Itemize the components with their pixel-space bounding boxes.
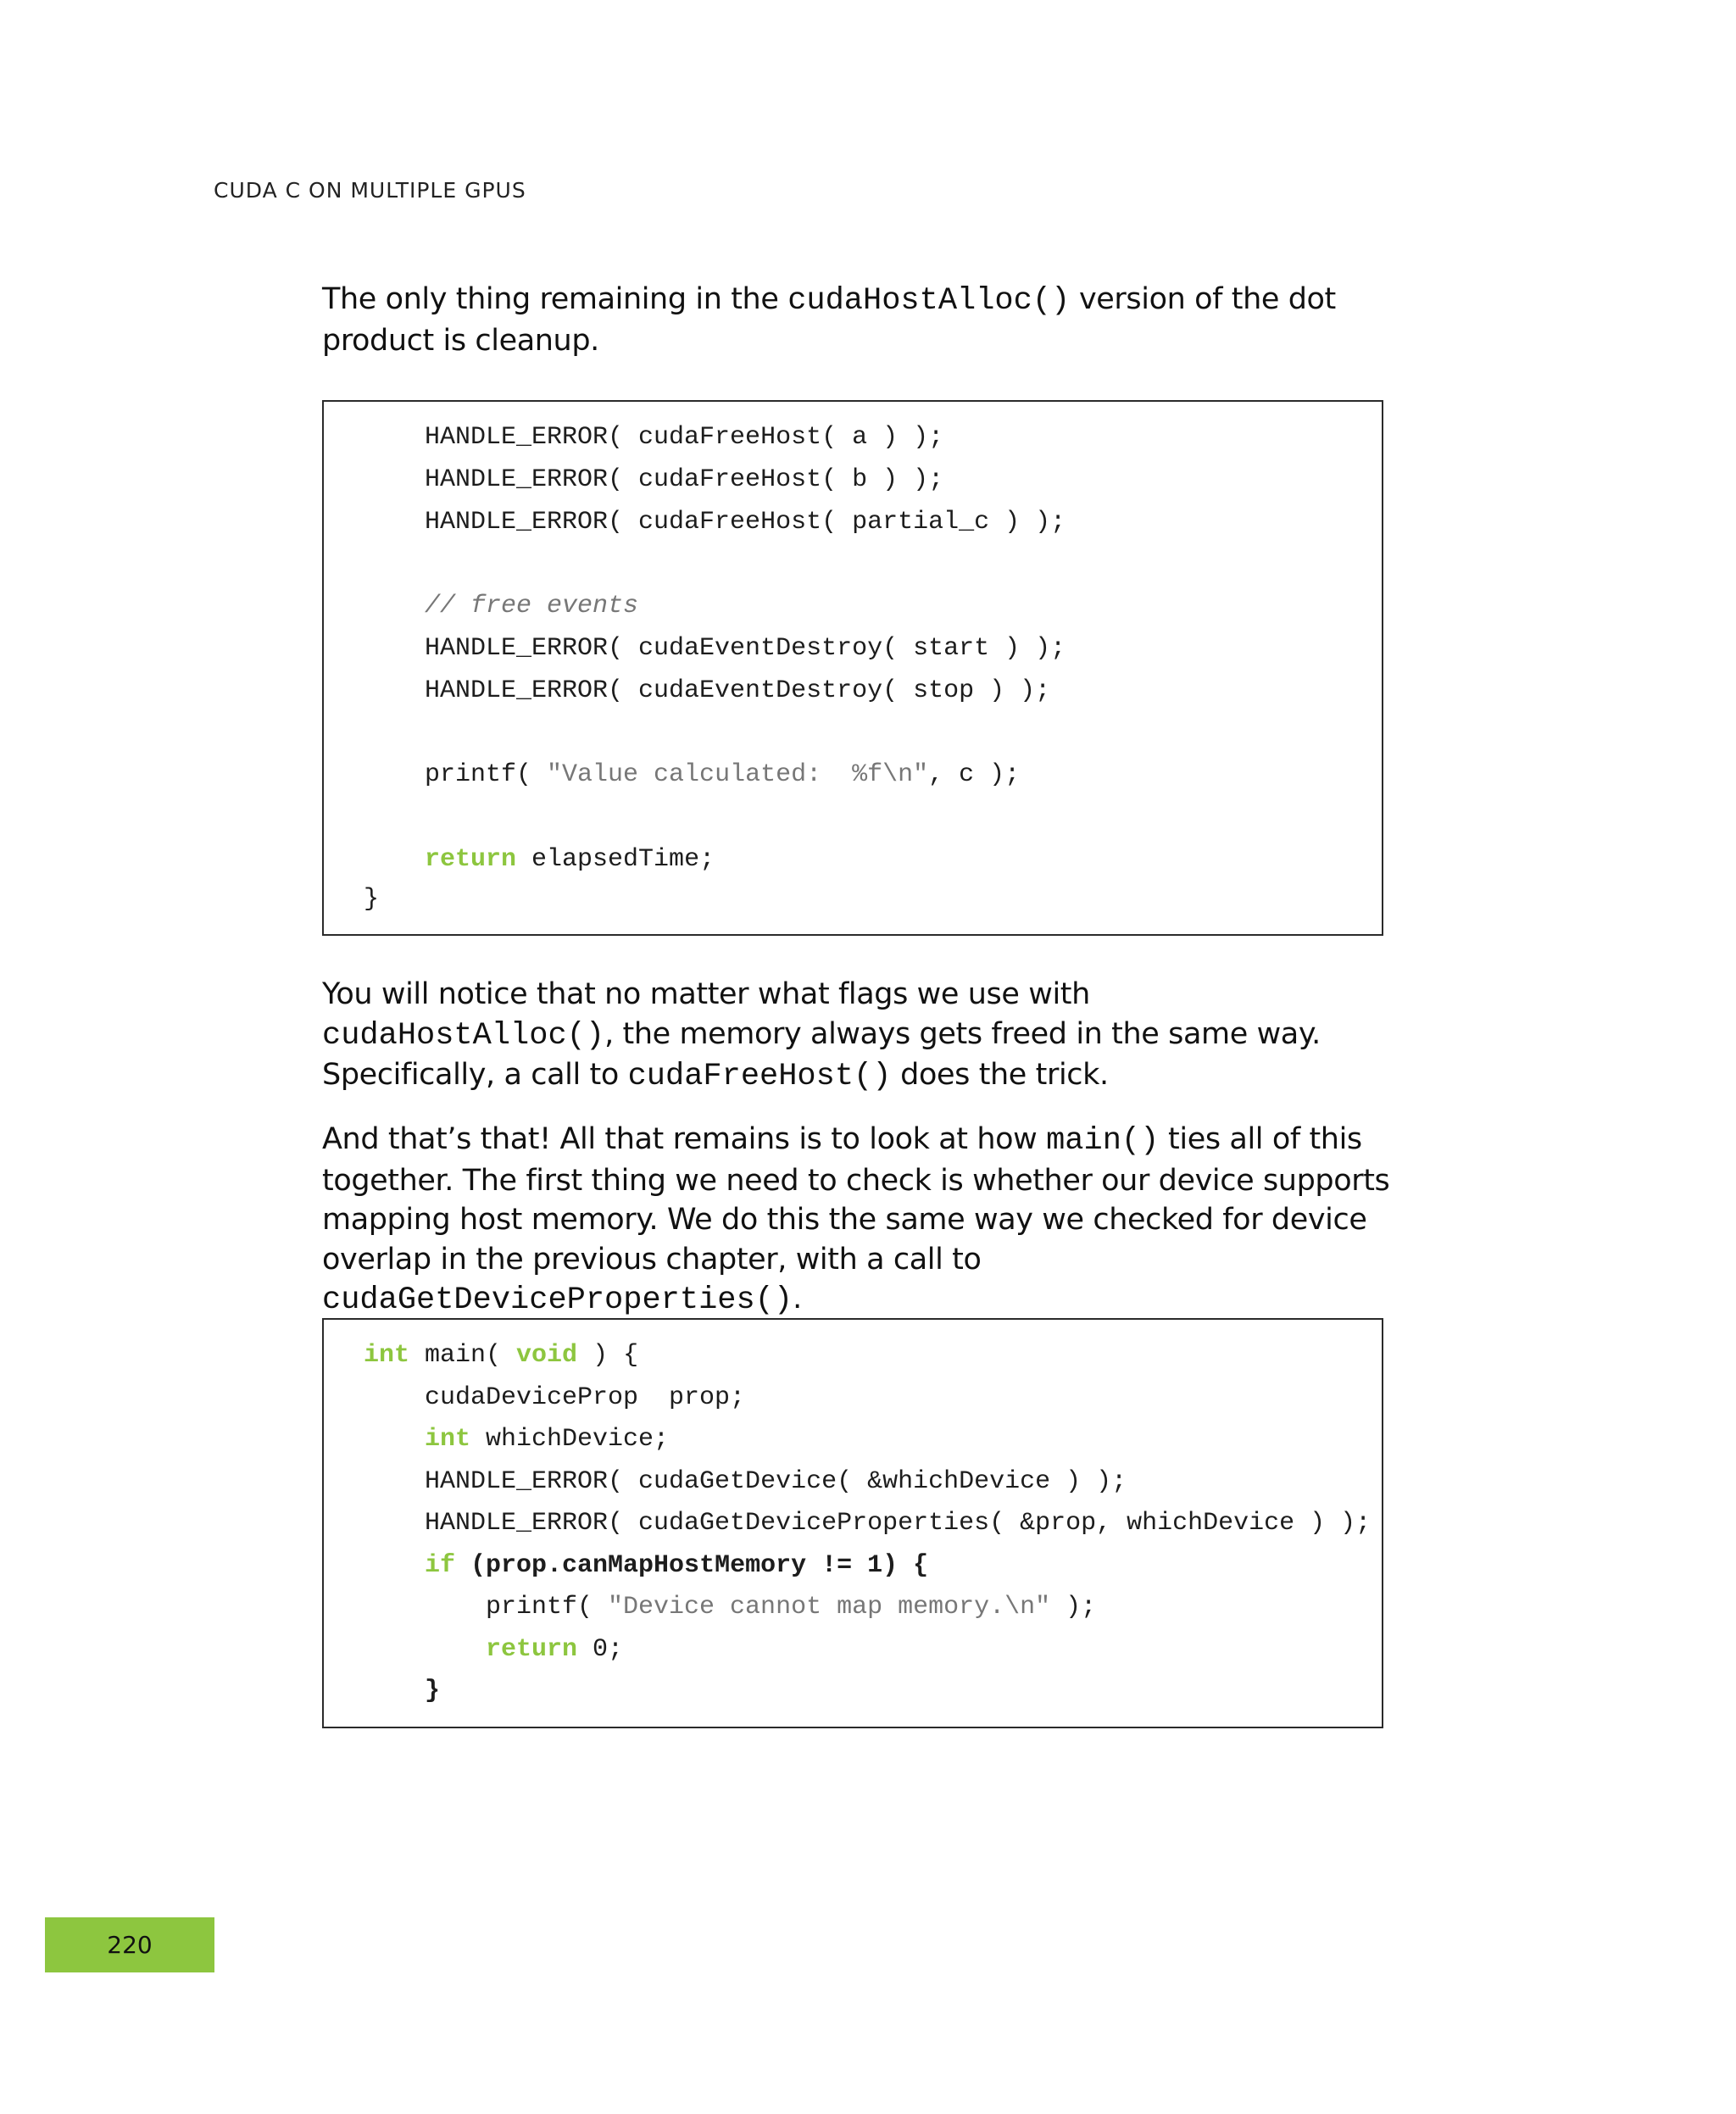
code-line [425, 1677, 440, 1705]
code-token: // free events [425, 592, 639, 620]
code-token: cudaDeviceProp prop; [425, 1383, 746, 1412]
code-token: 0; [577, 1635, 624, 1664]
code-token: } [425, 1677, 441, 1705]
paragraph-cleanup-intro [322, 280, 1390, 360]
code-token: "Device cannot map memory.\n" [608, 1593, 1051, 1622]
code-token: (prop.canMapHostMemory != 1) { [455, 1551, 929, 1580]
inline-code: main() [1046, 1123, 1160, 1159]
code-token: whichDevice; [470, 1425, 670, 1454]
code-token: , c ); [928, 760, 1021, 789]
code-token: HANDLE_ERROR( cudaFreeHost( a ) ); [425, 423, 944, 452]
code-token: int [364, 1341, 410, 1370]
code-token: ) { [577, 1341, 639, 1370]
text-run: does the trick. [891, 1058, 1109, 1092]
code-token: HANDLE_ERROR( cudaEventDestroy( stop ) ); [425, 676, 1051, 705]
text-run: The only thing remaining in the [322, 282, 788, 316]
text-run: version of the dot product is cleanup. [322, 282, 1336, 358]
code-token: printf( [425, 760, 548, 789]
code-line [425, 1425, 669, 1454]
text-run: And that’s that! All that remains is to look at how [322, 1122, 1047, 1156]
inline-code: cudaHostAlloc() [322, 1017, 605, 1054]
code-line [425, 760, 1020, 789]
code-line [425, 634, 1066, 663]
code-token: HANDLE_ERROR( cudaGetDeviceProperties( &prop, whichDevice ) ); [425, 1509, 1372, 1538]
code-token: HANDLE_ERROR( cudaFreeHost( b ) ); [425, 465, 944, 494]
page-number: 220 [107, 1931, 153, 1959]
code-token: void [516, 1341, 578, 1370]
code-line [425, 508, 1066, 537]
text-run: . [793, 1282, 802, 1316]
code-line [486, 1593, 1096, 1622]
code-token: return [425, 845, 517, 874]
code-line [425, 1383, 745, 1412]
code-line [425, 676, 1050, 705]
code-line [425, 465, 943, 494]
paragraph-main-intro [322, 1120, 1390, 1321]
inline-code: cudaFreeHost() [627, 1059, 892, 1094]
code-token: elapsedTime; [516, 845, 715, 874]
code-token: HANDLE_ERROR( cudaGetDevice( &whichDevice ) ); [425, 1467, 1127, 1496]
code-line [425, 1467, 1127, 1496]
text-run: , the memory always gets freed in the same way. Specifically, a call to [322, 1016, 1321, 1092]
code-token: ); [1050, 1593, 1097, 1622]
code-listing-main [322, 1318, 1383, 1728]
code-line [486, 1635, 623, 1664]
code-token: printf( [486, 1593, 609, 1622]
code-line [425, 423, 943, 452]
code-line [364, 885, 379, 914]
inline-code: cudaGetDeviceProperties() [322, 1282, 793, 1318]
inline-code: cudaHostAlloc() [787, 283, 1071, 319]
running-header: CUDA C ON MULTIPLE GPUS [214, 178, 526, 203]
paragraph-cudafreehost [322, 975, 1390, 1097]
code-token: } [364, 885, 380, 914]
page-number-tab [45, 1917, 214, 1972]
code-listing-cleanup [322, 400, 1383, 936]
code-token: HANDLE_ERROR( cudaEventDestroy( start ) ); [425, 634, 1066, 663]
code-token: "Value calculated: %f\n" [547, 760, 929, 789]
text-run: ties all of this together. The first thing we need to check is whether our device supports mapping host memory. We do this the same way we checked for device overlap in the previous chapter, with a call to [322, 1122, 1390, 1277]
text-run: You will notice that no matter what flags we use with [322, 977, 1090, 1011]
code-token: if [425, 1551, 456, 1580]
code-token: HANDLE_ERROR( cudaFreeHost( partial_c ) ); [425, 508, 1066, 537]
code-line [425, 1551, 928, 1580]
code-token: return [486, 1635, 578, 1664]
code-line [425, 845, 715, 874]
code-comment [425, 592, 638, 620]
code-token: int [425, 1425, 471, 1454]
code-line [425, 1509, 1371, 1538]
code-line [364, 1341, 638, 1370]
code-token: main( [409, 1341, 517, 1370]
